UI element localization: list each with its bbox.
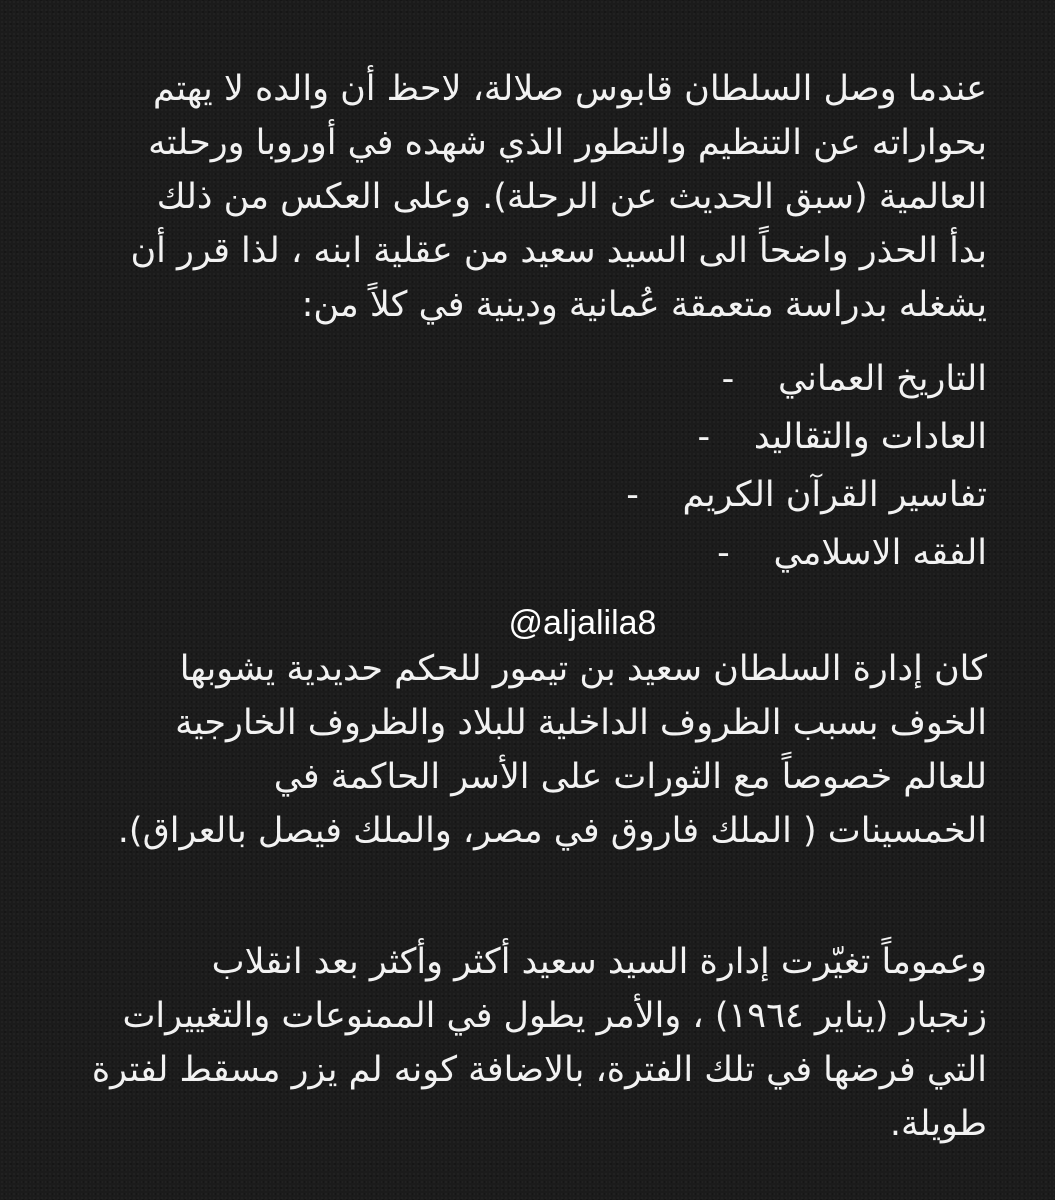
text-line: كان إدارة السلطان سعيد بن تيمور للحكم حديدية يشوبها (179, 649, 987, 689)
text-line: الخوف بسبب الظروف الداخلية للبلاد والظروف الخارجية (175, 703, 987, 743)
text-line: وعموماً تغيّرت إدارة السيد سعيد أكثر وأكثر بعد انقلاب (211, 942, 987, 982)
text-line: بدأ الحذر واضحاً الى السيد سعيد من عقلية ابنه ، لذا قرر أن (130, 231, 987, 271)
text-line: بحواراته عن التنظيم والتطور الذي شهده في أوروبا ورحلته (148, 123, 987, 163)
watermark-handle: @aljalila8 (508, 604, 657, 642)
list-item (57, 350, 987, 408)
list-item-text: تفاسير القرآن الكريم (682, 475, 987, 515)
list-bullet-dash: - (721, 359, 735, 399)
list-bullet-dash: - (697, 417, 711, 457)
text-line: طويلة. (889, 1104, 987, 1144)
list-item-text: التاريخ العماني (777, 359, 987, 399)
list-item (57, 408, 987, 466)
paragraph-intro (57, 62, 987, 332)
list-bullet-dash: - (626, 475, 639, 515)
text-line: عندما وصل السلطان قابوس صلالة، لاحظ أن والده لا يهتم (153, 69, 987, 109)
study-topics-list (57, 350, 987, 582)
text-line: التي فرضها في تلك الفترة، بالاضافة كونه لم يزر مسقط لفترة (91, 1050, 987, 1090)
list-item-text: الفقه الاسلامي (773, 533, 987, 573)
list-item-text: العادات والتقاليد (753, 417, 987, 457)
text-line: للعالم خصوصاً مع الثورات على الأسر الحاكمة في (273, 757, 987, 797)
text-line: الخمسينات ( الملك فاروق في مصر، والملك فيصل بالعراق). (117, 811, 987, 851)
text-line: يشغله بدراسة متعمقة عُمانية ودينية في كلاً من: (301, 285, 987, 325)
list-item (57, 466, 987, 524)
paragraph-changes (57, 935, 987, 1151)
list-item (57, 524, 987, 582)
paragraph-administration (57, 642, 987, 858)
list-bullet-dash: - (717, 533, 730, 573)
text-line: العالمية (سبق الحديث عن الرحلة). وعلى العكس من ذلك (156, 177, 987, 217)
text-line: زنجبار (يناير ١٩٦٤) ، والأمر يطول في الممنوعات والتغييرات (122, 996, 987, 1036)
